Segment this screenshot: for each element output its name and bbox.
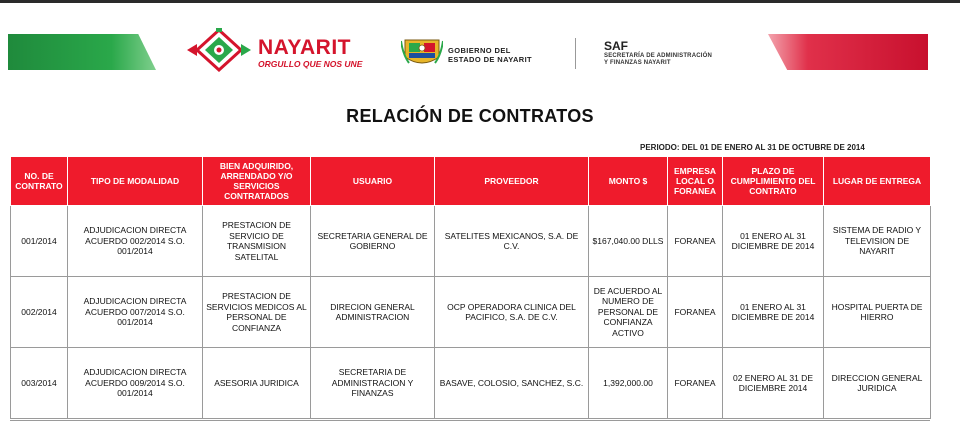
amount-cell: $167,040.00 DLLS — [589, 206, 668, 277]
nayarit-emblem-logo — [183, 28, 255, 72]
table-row — [11, 277, 931, 348]
saf-line-2: Y FINANZAS NAYARIT — [604, 60, 671, 66]
gobierno-line-2: ESTADO DE NAYARIT — [448, 54, 533, 64]
company-type-cell: FORANEA — [668, 277, 723, 348]
contract-number-cell: 001/2014 — [11, 206, 68, 277]
column-header: TIPO DE MODALIDAD — [68, 157, 203, 206]
user-cell: SECRETARIA GENERAL DE GOBIERNO — [311, 206, 435, 277]
amount-cell: DE ACUERDO AL NUMERO DE PERSONAL DE CONFIANZA ACTIVO — [589, 277, 668, 348]
modality-cell: ADJUDICACION DIRECTA ACUERDO 009/2014 S.O. 001/2014 — [68, 348, 203, 419]
column-header: PROVEEDOR — [435, 157, 589, 206]
gobierno-label — [448, 47, 532, 64]
delivery-place-cell: DIRECCION GENERAL JURIDICA — [824, 348, 931, 419]
service-cell: ASESORIA JURIDICA — [203, 348, 311, 419]
header-divider — [575, 38, 576, 69]
contract-number-cell: 002/2014 — [11, 277, 68, 348]
column-header: LUGAR DE ENTREGA — [824, 157, 931, 206]
supplier-cell: BASAVE, COLOSIO, SANCHEZ, S.C. — [435, 348, 589, 419]
amount-cell: 1,392,000.00 — [589, 348, 668, 419]
service-cell: PRESTACION DE SERVICIOS MEDICOS AL PERSONAL DE CONFIANZA — [203, 277, 311, 348]
company-type-cell: FORANEA — [668, 206, 723, 277]
modality-cell: ADJUDICACION DIRECTA ACUERDO 002/2014 S.O. 001/2014 — [68, 206, 203, 277]
nayarit-wordmark: NAYARIT — [258, 36, 351, 59]
red-header-band — [768, 34, 928, 70]
column-header: MONTO $ — [589, 157, 668, 206]
supplier-cell: OCP OPERADORA CLINICA DEL PACIFICO, S.A. DE C.V. — [435, 277, 589, 348]
state-crest-icon — [401, 37, 443, 69]
truncated-next-row — [10, 420, 930, 433]
table-row — [11, 348, 931, 419]
term-cell: 01 ENERO AL 31 DICIEMBRE DE 2014 — [723, 206, 824, 277]
user-cell: SECRETARIA DE ADMINISTRACION Y FINANZAS — [311, 348, 435, 419]
term-cell: 01 ENERO AL 31 DICIEMBRE DE 2014 — [723, 277, 824, 348]
contracts-table — [10, 156, 931, 419]
top-border-line — [0, 0, 960, 3]
column-header: EMPRESA LOCAL O FORANEA — [668, 157, 723, 206]
column-header: NO. DE CONTRATO — [11, 157, 68, 206]
contract-number-cell: 003/2014 — [11, 348, 68, 419]
column-header: PLAZO DE CUMPLIMIENTO DEL CONTRATO — [723, 157, 824, 206]
modality-cell: ADJUDICACION DIRECTA ACUERDO 007/2014 S.O. 001/2014 — [68, 277, 203, 348]
saf-title: SAF — [604, 39, 628, 53]
service-cell: PRESTACION DE SERVICIO DE TRANSMISION SATELITAL — [203, 206, 311, 277]
period-label: PERIODO: DEL 01 DE ENERO AL 31 DE OCTUBRE DE 2014 — [640, 143, 865, 152]
term-cell: 02 ENERO AL 31 DE DICIEMBRE 2014 — [723, 348, 824, 419]
saf-subtitle — [604, 53, 712, 67]
supplier-cell: SATELITES MEXICANOS, S.A. DE C.V. — [435, 206, 589, 277]
column-header: BIEN ADQUIRIDO, ARRENDADO Y/O SERVICIOS CONTRATADOS — [203, 157, 311, 206]
nayarit-slogan: ORGULLO QUE NOS UNE — [258, 59, 363, 69]
saf-line-1: SECRETARÍA DE ADMINISTRACIÓN — [604, 53, 713, 59]
delivery-place-cell: HOSPITAL PUERTA DE HIERRO — [824, 277, 931, 348]
company-type-cell: FORANEA — [668, 348, 723, 419]
table-row — [11, 206, 931, 277]
delivery-place-cell: SISTEMA DE RADIO Y TELEVISION DE NAYARIT — [824, 206, 931, 277]
table-header-row — [11, 157, 931, 206]
document-title: RELACIÓN DE CONTRATOS — [346, 106, 594, 126]
user-cell: DIRECION GENERAL ADMINISTRACION — [311, 277, 435, 348]
gobierno-line-1: GOBIERNO DEL — [448, 46, 511, 55]
green-header-band — [8, 34, 156, 70]
column-header: USUARIO — [311, 157, 435, 206]
